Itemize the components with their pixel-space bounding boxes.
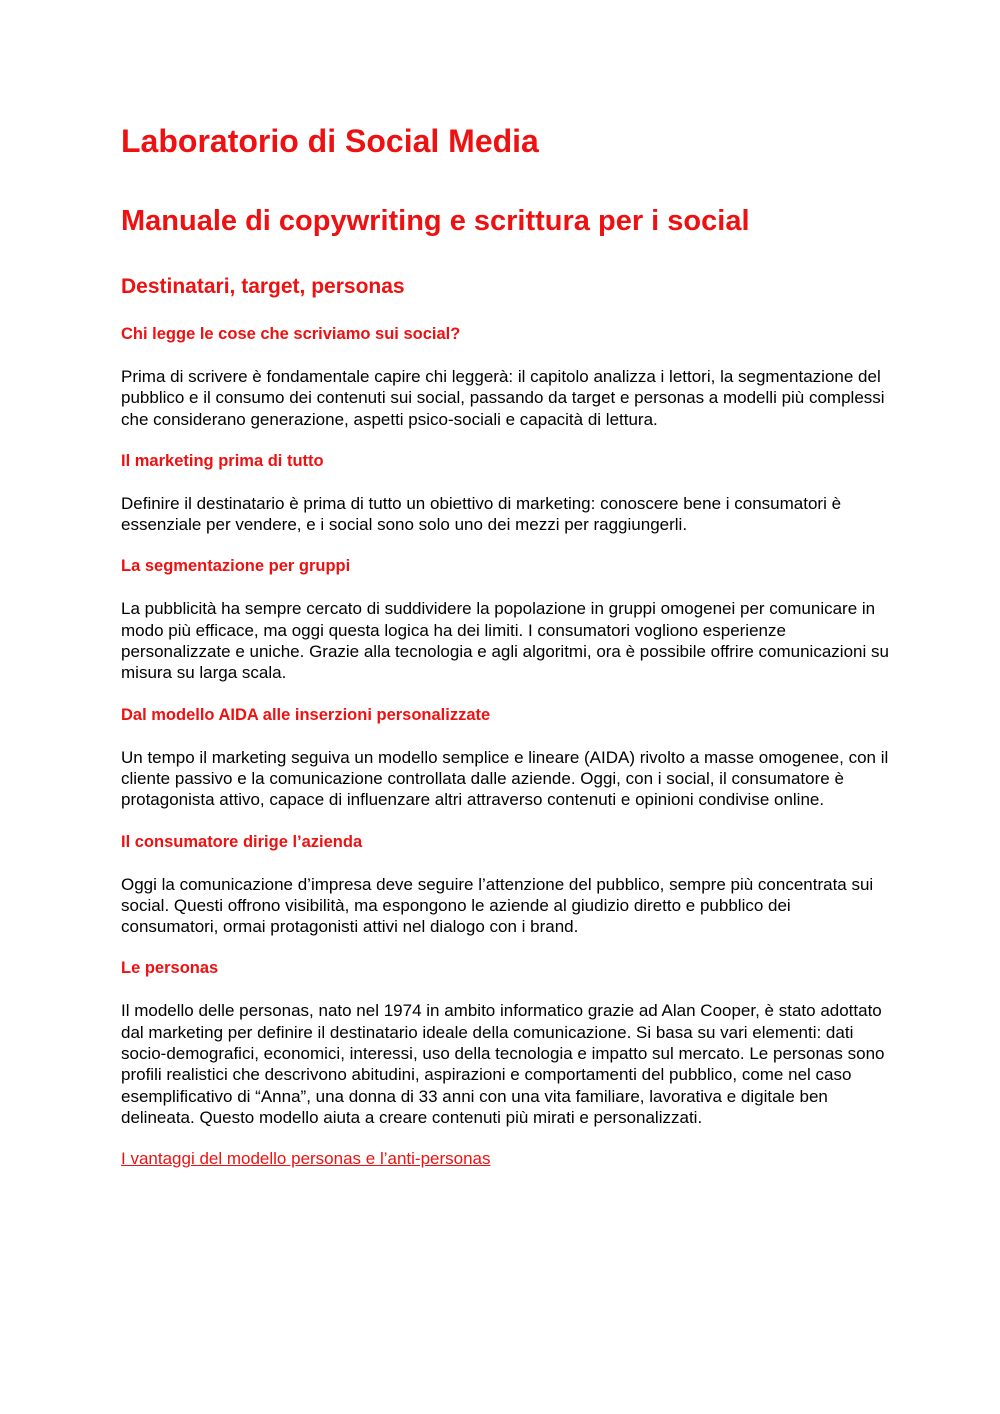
document-title: Laboratorio di Social Media (121, 123, 539, 159)
section (121, 704, 891, 811)
section-heading: La segmentazione per gruppi (121, 557, 351, 576)
document-subtitle: Manuale di copywriting e scrittura per i social (121, 205, 750, 237)
personas-advantages-link[interactable]: I vantaggi del modello personas e l’anti-personas (121, 1149, 491, 1169)
section-heading: Dal modello AIDA alle inserzioni personalizzate (121, 705, 491, 724)
section-paragraph: Il modello delle personas, nato nel 1974 in ambito informatico grazie ad Alan Cooper, è stato adottato dal marketing per definire il destinatario ideale della comunicazione. Si basa su vari elementi: dati socio-demografici, economici, interessi, uso della tecnologia e impatto sul mercato. Le personas sono profili realistici che descrivono abitudini, aspirazioni e comportamenti del pubblico, come nel caso esemplificativo di “Anna”, una donna di 33 anni con una vita familiare, lavorativa e digitale ben delineata. Questo modello aiuta a creare contenuti più mirati e personalizzati. (121, 1001, 885, 1127)
section-heading: Il marketing prima di tutto (121, 451, 324, 470)
section-heading: Chi legge le cose che scriviamo sui social? (121, 325, 461, 343)
chapter-title: Destinatari, target, personas (121, 275, 405, 298)
section-paragraph: Un tempo il marketing seguiva un modello semplice e lineare (AIDA) rivolto a masse omogenee, con il cliente passivo e la comunicazione controllata dalle aziende. Oggi, con i social, il consumatore è protagonista attivo, capace di influenzare altri attraverso contenuti e opinioni condivise online. (121, 747, 889, 810)
section (121, 323, 891, 430)
section (121, 957, 891, 1128)
section (121, 450, 891, 536)
section (121, 831, 891, 938)
section-paragraph: Prima di scrivere è fondamentale capire chi leggerà: il capitolo analizza i lettori, la segmentazione del pubblico e il consumo dei contenuti sui social, passando da target e personas a modelli più complessi che considerano generazione, aspetti psico-sociali e capacità di lettura. (121, 367, 885, 429)
document-page (121, 120, 891, 1170)
section-heading: Le personas (121, 959, 219, 978)
section-heading: Il consumatore dirige l’azienda (121, 832, 363, 851)
section-paragraph: La pubblicità ha sempre cercato di suddividere la popolazione in gruppi omogenei per comunicare in modo più efficace, ma oggi questa logica ha dei limiti. I consumatori vogliono esperienze personalizzate e uniche. Grazie alla tecnologia e agli algoritmi, ora è possibile offrire comunicazioni su misura su larga scala. (121, 599, 889, 683)
section-paragraph: Oggi la comunicazione d’impresa deve seguire l’attenzione del pubblico, sempre più concentrata sui social. Questi offrono visibilità, ma espongono le aziende al giudizio diretto e pubblico dei consumatori, ormai protagonisti attivi nel dialogo con i brand. (121, 874, 874, 937)
section (121, 555, 891, 683)
section-paragraph: Definire il destinatario è prima di tutto un obiettivo di marketing: conoscere bene i consumatori è essenziale per vendere, e i social sono solo uno dei mezzi per raggiungerli. (121, 493, 842, 535)
